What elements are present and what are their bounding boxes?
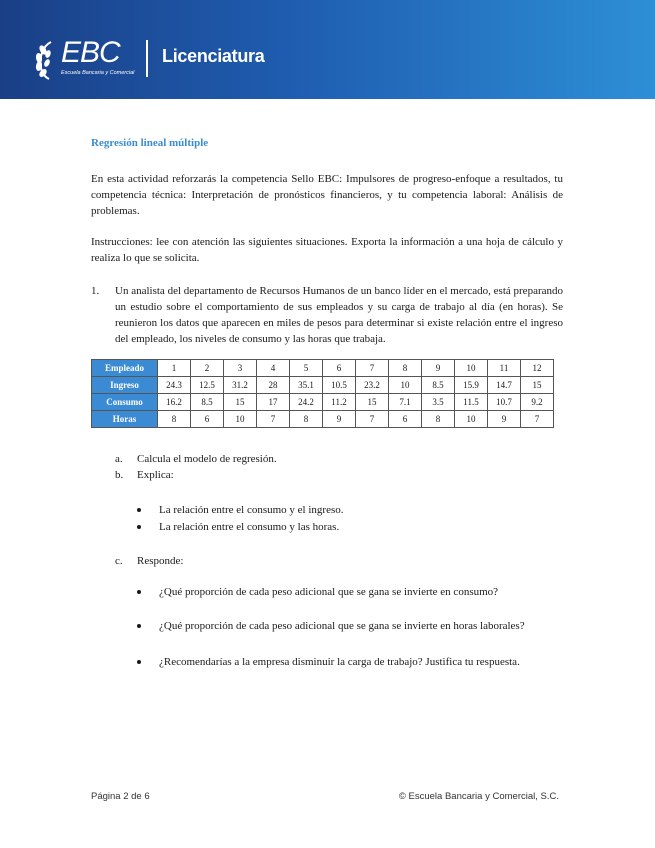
- question-text: Un analista del departamento de Recursos Humanos de un banco líder en el mercado, está preparando un estudio sobre el comportamiento de sus empleados y su carga de trabajo al día (en horas). Se reunieron los datos que aparecen en miles de pesos para determinar si existe relación entre el ingreso del empleado, los niveles de consumo y las horas que trabaja.: [115, 285, 563, 345]
- table-cell: 2: [191, 360, 224, 377]
- task-c-bullet: ¿Qué proporción de cada peso adicional que se gana se invierte en horas laborales?: [159, 620, 525, 632]
- table-cell: 15: [224, 394, 257, 411]
- table-cell: 1: [158, 360, 191, 377]
- table-cell: 24.3: [158, 377, 191, 394]
- table-cell: 7: [257, 411, 290, 428]
- table-cell: 6: [389, 411, 422, 428]
- table-cell: 6: [191, 411, 224, 428]
- table-cell: 12: [521, 360, 554, 377]
- task-a-mark: a.: [115, 453, 123, 465]
- page-number: Página 2 de 6: [91, 791, 150, 802]
- table-cell: 8: [158, 411, 191, 428]
- table-cell: 8.5: [191, 394, 224, 411]
- table-cell: 31.2: [224, 377, 257, 394]
- table-cell: 9: [488, 411, 521, 428]
- table-row: [92, 394, 554, 411]
- table-cell: 7: [356, 411, 389, 428]
- table-cell: 12.5: [191, 377, 224, 394]
- document-body: [91, 135, 563, 668]
- task-b-bullet: La relación entre el consumo y el ingreso.: [159, 504, 344, 516]
- table-cell: 4: [257, 360, 290, 377]
- table-cell: 16.2: [158, 394, 191, 411]
- table-cell: 8: [290, 411, 323, 428]
- table-cell: 7: [521, 411, 554, 428]
- table-cell: 10.5: [323, 377, 356, 394]
- data-table-wrap: [91, 359, 554, 428]
- table-cell: 8: [389, 360, 422, 377]
- program-title: Licenciatura: [162, 46, 265, 66]
- task-a-text: Calcula el modelo de regresión.: [137, 453, 277, 465]
- table-cell: 9: [422, 360, 455, 377]
- task-b-bullet: La relación entre el consumo y las horas.: [159, 521, 340, 533]
- table-cell: 24.2: [290, 394, 323, 411]
- row-header: Ingreso: [92, 377, 158, 394]
- task-c-bullet: ¿Qué proporción de cada peso adicional que se gana se invierte en consumo?: [159, 586, 499, 598]
- table-cell: 10: [455, 411, 488, 428]
- table-cell: 11.2: [323, 394, 356, 411]
- table-cell: 10: [455, 360, 488, 377]
- table-cell: 28: [257, 377, 290, 394]
- table-cell: 7.1: [389, 394, 422, 411]
- table-cell: 14.7: [488, 377, 521, 394]
- table-cell: 35.1: [290, 377, 323, 394]
- table-cell: 10.7: [488, 394, 521, 411]
- table-row: [92, 411, 554, 428]
- table-cell: 15: [356, 394, 389, 411]
- intro-paragraph: En esta actividad reforzarás la competencia Sello EBC: Impulsores de progreso-enfoque a resultados, tu competencia técnica: Interpretación de pronósticos financieros, y tu competencia laboral: Análisis de problemas.: [91, 173, 563, 217]
- laurel-icon: [33, 40, 59, 80]
- data-table: [91, 359, 554, 428]
- table-cell: 3: [224, 360, 257, 377]
- table-cell: 11.5: [455, 394, 488, 411]
- table-cell: 9.2: [521, 394, 554, 411]
- table-cell: 10: [224, 411, 257, 428]
- instructions-paragraph: Instrucciones: lee con atención las siguientes situaciones. Exporta la información a una hoja de cálculo y realiza lo que se solicita.: [91, 236, 563, 264]
- logo-subtitle: Escuela Bancaria y Comercial: [61, 70, 135, 76]
- table-cell: 11: [488, 360, 521, 377]
- table-cell: 23.2: [356, 377, 389, 394]
- table-cell: 3.5: [422, 394, 455, 411]
- table-row: [92, 360, 554, 377]
- copyright: © Escuela Bancaria y Comercial, S.C.: [398, 791, 559, 802]
- table-cell: 8.5: [422, 377, 455, 394]
- row-header: Horas: [92, 411, 158, 428]
- row-header: Empleado: [92, 360, 158, 377]
- table-cell: 9: [323, 411, 356, 428]
- page-title: Regresión lineal múltiple: [91, 137, 209, 149]
- table-cell: 6: [323, 360, 356, 377]
- task-b-text: Explica:: [137, 469, 174, 481]
- table-cell: 5: [290, 360, 323, 377]
- table-cell: 8: [422, 411, 455, 428]
- table-cell: 17: [257, 394, 290, 411]
- ebc-logo: [33, 36, 143, 86]
- header-banner: [0, 0, 655, 99]
- task-c-bullet: ¿Recomendarías a la empresa disminuir la carga de trabajo? Justifica tu respuesta.: [159, 656, 520, 668]
- table-cell: 10: [389, 377, 422, 394]
- table-cell: 15: [521, 377, 554, 394]
- task-c-mark: c.: [115, 555, 123, 567]
- table-cell: 7: [356, 360, 389, 377]
- question-number: 1.: [91, 285, 100, 297]
- task-c-text: Responde:: [137, 555, 184, 567]
- logo-text: EBC: [61, 36, 120, 69]
- row-header: Consumo: [92, 394, 158, 411]
- table-cell: 15.9: [455, 377, 488, 394]
- header-divider: [146, 40, 148, 77]
- table-row: [92, 377, 554, 394]
- task-b-mark: b.: [115, 469, 124, 481]
